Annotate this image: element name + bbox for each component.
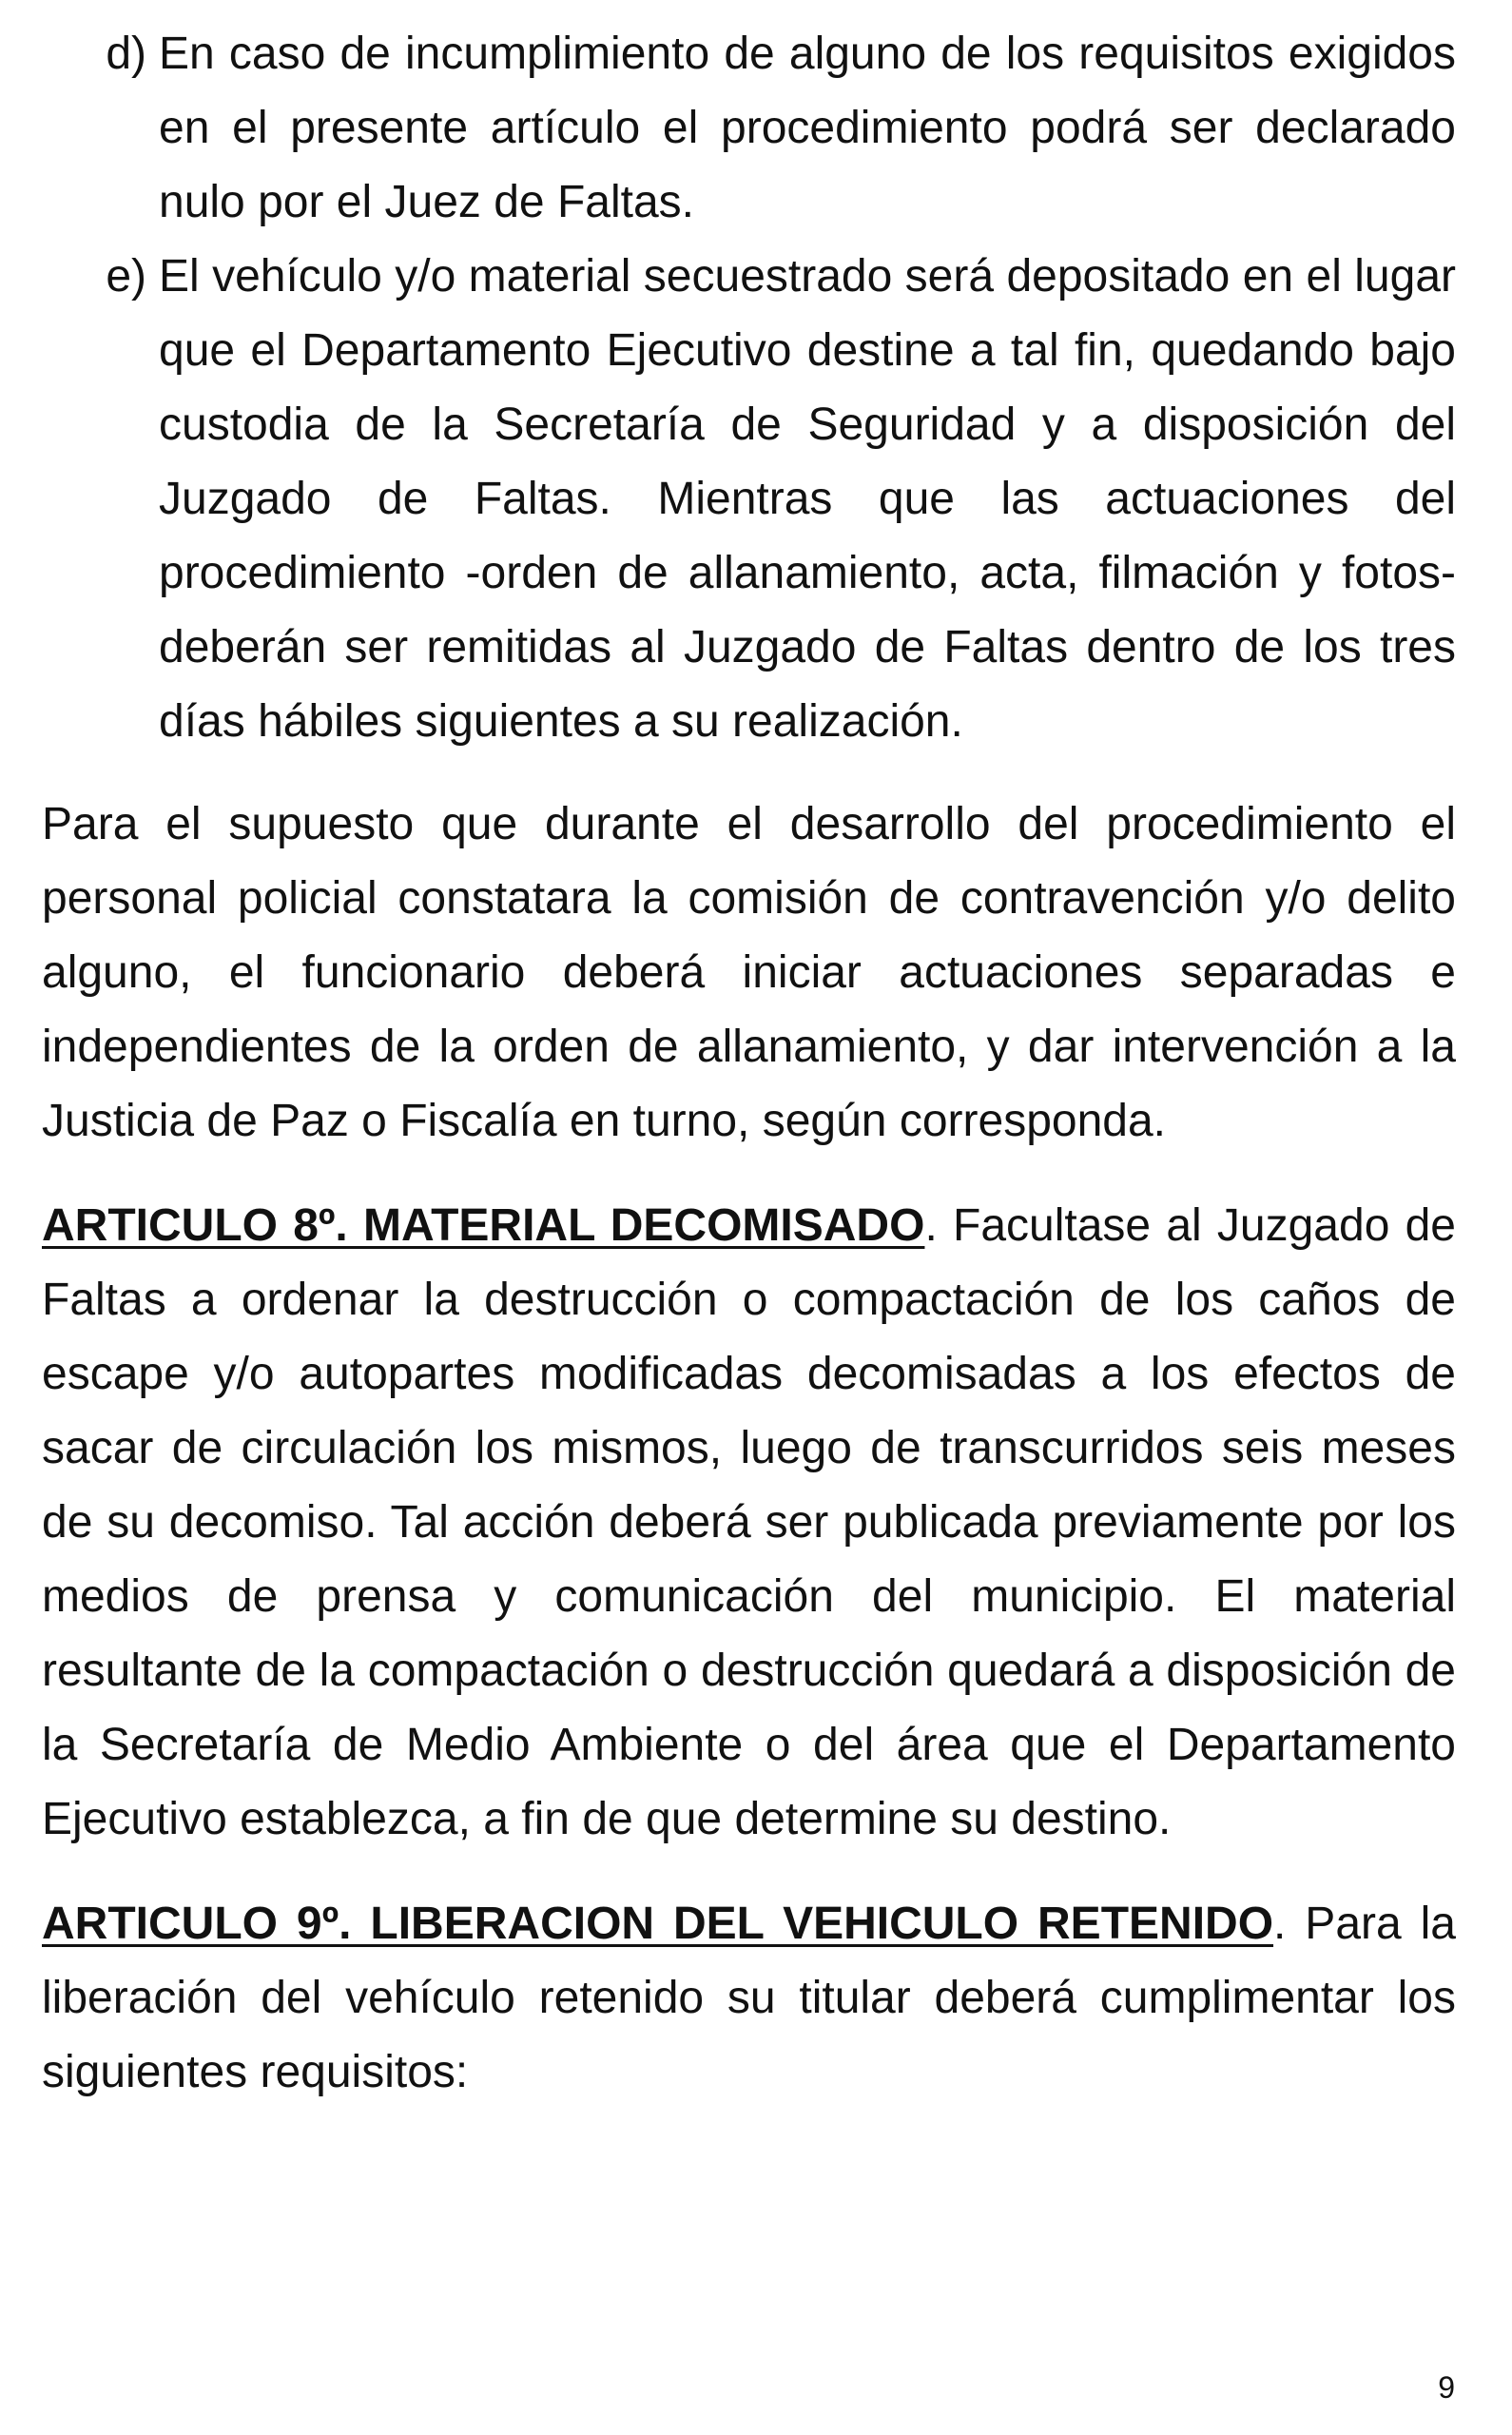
article-9-paragraph <box>42 1887 1456 2110</box>
list-item-d <box>42 17 1456 240</box>
list-marker: e) <box>106 251 146 302</box>
list-item-text: En caso de incumplimiento de alguno de los requisitos exigidos en el presente artículo el procedimiento podrá ser declarado nulo por el Juez de Faltas. <box>159 29 1456 227</box>
document-page <box>42 17 1456 2110</box>
article-8-body: . Facultase al Juzgado de Faltas a ordenar la destrucción o compactación de los caños de escape y/o autopartes modificadas decomisadas a los efectos de sacar de circulación los mismos, luego de transcurridos seis meses de su decomiso. Tal acción deberá ser publicada previamente por los medios de prensa y comunicación del municipio. El material resultante de la compactación o destrucción quedará a disposición de la Secretaría de Medio Ambiente o del área que el Departamento Ejecutivo establezca, a fin de que determine su destino. <box>42 1200 1456 1844</box>
list-item-e <box>42 240 1456 759</box>
list-item-text: El vehículo y/o material secuestrado será depositado en el lugar que el Departamento Ejecutivo destine a tal fin, quedando bajo custodia de la Secretaría de Seguridad y a disposición del Juzgado de Faltas. Mientras que las actuaciones del procedimiento -orden de allanamiento, acta, filmación y fotos- deberán ser remitidas al Juzgado de Faltas dentro de los tres días hábiles siguientes a su realización. <box>159 251 1456 747</box>
article-8-heading: ARTICULO 8º. MATERIAL DECOMISADO <box>42 1200 925 1251</box>
list-marker: d) <box>106 29 146 79</box>
paragraph-police-procedure: Para el supuesto que durante el desarrollo del procedimiento el personal policial constatara la comisión de contravención y/o delito alguno, el funcionario deberá iniciar actuaciones separadas e independientes de la orden de allanamiento, y dar intervención a la Justicia de Paz o Fiscalía en turno, según corresponda. <box>42 799 1456 1146</box>
article-8-paragraph <box>42 1189 1456 1857</box>
page-number: 9 <box>1438 2370 1455 2405</box>
article-9-body: . Para la liberación del vehículo retenido su titular deberá cumplimentar los siguientes requisitos: <box>42 1899 1456 2097</box>
article-9-heading: ARTICULO 9º. LIBERACION DEL VEHICULO RETENIDO <box>42 1899 1274 1949</box>
